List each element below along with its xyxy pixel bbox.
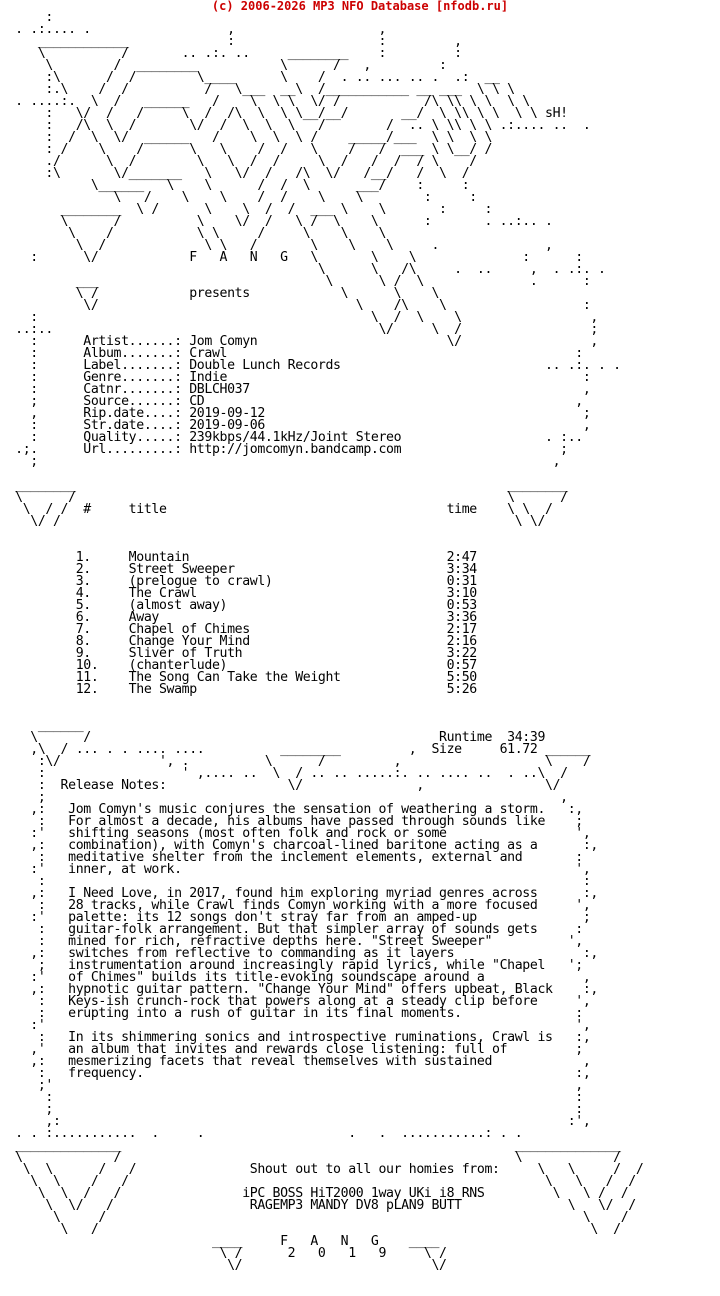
nfo-line: 8. Change Your Mind 2:16 [0,634,477,649]
nfo-line: \ \ / / \ \ / / [0,1174,636,1189]
nfo-line: ; : [0,1102,583,1117]
nfo-line: : Artist......: Jom Comyn \/ , [0,334,598,349]
nfo-line: 5. (almost away) 0:53 [0,598,477,613]
nfo-line: ,: I Need Love, in 2017, found him exploring myriad genres across :, [0,886,598,901]
nfo-line [0,708,720,720]
nfo-line: : mined for rich, refractive depths here. "Street Sweeper" ', [0,934,583,949]
nfo-line [0,528,720,540]
nfo-line: :' ', [0,1018,591,1033]
nfo-line: : / \ \/ ______ / \ \ \ / _____/___ \ \ \ \ [0,130,493,145]
nfo-line: \ / presents \ \ \ [0,286,440,301]
nfo-line: \/ \ /\ \ : [0,298,591,313]
nfo-line: \ \ / / Shout out to all our homies from: \ \ / / [0,1162,644,1177]
nfo-line: : meditative shelter from the inclement elements, external and : [0,850,583,865]
nfo-line: \ / \ \ / / \ \ : : [0,190,477,205]
nfo-line: ./ \ / \ \ / / \ / / / / \ / [0,154,477,169]
nfo-line: : Label.......: Double Lunch Records .. .:. . . [0,358,621,373]
nfo-line: \/ / \ \/ [0,514,546,529]
nfo-line: : In its shimmering sonics and introspective ruminations, Crawl is :, [0,1030,591,1045]
nfo-line: \ / .. .:. .. ________ : : [0,46,462,61]
nfo-line: \______ \ \ / / \ ___/ : : [0,178,470,193]
nfo-line: \/ \/ [0,1258,447,1273]
nfo-line: : Catnr.......: DBLCH037 , [0,382,591,397]
nfo-line: \ / / # title time \ \ / [0,502,553,517]
nfo-line: ,: :', [0,1114,591,1129]
nfo-line: : 28 tracks, while Crawl finds Comyn working with a more focused ', [0,898,591,913]
nfo-line: 4. The Crawl 3:10 [0,586,477,601]
nfo-line: : : [0,1090,583,1105]
nfo-line: \ / 2 0 1 9 \ / [0,1246,447,1261]
nfo-line [0,696,720,708]
nfo-line: 1. Mountain 2:47 [0,550,477,565]
nfo-line: \ / \ \ / \ \ \ [0,226,387,241]
nfo-line: : \/ / / \ / /\ \ \ \__/__/ __/ \ \\ \ \ \ \ sH! [0,106,568,121]
nfo-line: : For almost a decade, his albums have passed through sounds like ; [0,814,583,829]
nfo-line: : Genre.......: Indie : [0,370,591,385]
nfo-line: \ / \ \/ / \ / \ \ : . ..:.. . [0,214,553,229]
nfo-line: \ / Runtime 34:39 [0,730,546,745]
nfo-line: . ....:. \ / ______ / \ \ \ \/ / /\ \\ \ \ \ \ [0,94,530,109]
nfo-line: ___ \ \ / \ . : [0,274,591,289]
nfo-line: 7. Chapel of Chimes 2:17 [0,622,477,637]
nfo-line: : guitar-folk arrangement. But that simpler array of sounds gets : [0,922,583,937]
nfo-line: \ / ________ \ / , : [0,58,447,73]
nfo-line: 9. Sliver of Truth 3:22 [0,646,477,661]
nfo-line: \ / \ / [0,1210,629,1225]
nfo-line: 11. The Song Can Take the Weight 5:50 [0,670,477,685]
nfo-line: :' shifting seasons (most often folk and rock or some ', [0,826,591,841]
nfo-line: ..:.. \/ \ / ; [0,322,598,337]
nfo-line: \ / \ \ / \ \ \ . , [0,238,553,253]
nfo-line: : \/ F A N G \ \ \ : : [0,250,583,265]
nfo-line: ; , [0,454,561,469]
nfo-line: :' inner, at work. ', [0,862,591,877]
nfo-line: : Quality.....: 239kbps/44.1kHz/Joint Stereo . :.. [0,430,583,445]
nfo-line: ____________ : : , [0,34,462,49]
nfo-line: 6. Away 3:36 [0,610,477,625]
nfo-line: : \ / \ \ , [0,310,598,325]
nfo-line: ,: hypnotic guitar pattern. "Change Your Mind" offers upbeat, Black :, [0,982,598,997]
nfo-line: 12. The Swamp 5:26 [0,682,477,697]
nfo-line: : / \ / \ \ / / \ / / ___ \ \__/ / [0,142,493,157]
nfo-line: : Album.......: Crawl : [0,346,583,361]
nfo-line: : Release Notes: \/ , \/ [0,778,561,793]
nfo-line: : frequency. :, [0,1066,591,1081]
nfo-line: ; , [0,790,568,805]
nfo-line: ;' , [0,1078,583,1093]
nfo-line: . . :........... . . . . ...........: . . [0,1126,523,1141]
nfo-line: : [0,12,53,25]
nfo-line: .;. Url.........: http://jomcomyn.bandcamp.com ; [0,442,568,457]
nfo-line: :\ \/_______ \ \/ / /\ \/ /__/ / \ / [0,166,470,181]
nfo-line: : erupting into a rush of guitar in its final moments. : [0,1006,583,1021]
nfo-line: ; Source......: CD , [0,394,583,409]
nfo-line: : /\ \ / \/ / \ \ \ / / .. \ \\ \ \ .:.... .. . [0,118,591,133]
nfo-text [0,12,720,1296]
nfo-line: ______________ ______________ [0,1138,621,1153]
nfo-line: ,: switches from reflective to commanding as it layers :, [0,946,598,961]
nfo-line: ,' an album that invites and rewards close listening: full of ; [0,1042,583,1057]
nfo-line: :\ / / \____ \ / . .. ... .. . .: __ [0,70,500,85]
nfo-line: ,: Jom Comyn's music conjures the sensation of weathering a storm. :, [0,802,583,817]
nfo-line: ______ [0,718,84,733]
nfo-line: \ \ /\ . .. , . .:. . [0,262,606,277]
nfo-line: 2. Street Sweeper 3:34 [0,562,477,577]
nfo-line: : Str.date....: 2019-09-06 , [0,418,591,433]
nfo-line: \ \ / / iPC BOSS HiT2000 1way UKi i8 RNS \ \ / / [0,1186,629,1201]
nfo-line: \ / \ / [0,1150,621,1165]
nfo-line: :\/ ', . \ / , \ / [0,754,591,769]
nfo-line: :.\ / / / \___ __\ /___________ __ ___ \ \ \ [0,82,515,97]
nfo-line: \ \/ / RAGEMP3 MANDY DV8 pLAN9 BUTT \ \/ / [0,1198,636,1213]
nfo-line: :' palette: its 12 songs don't stray far from an amped-up ; [0,910,591,925]
nfo-line: ________ \ / \ \ / / ___ \ \ : : [0,202,493,217]
nfo-line: 10. (chanterlude) 0:57 [0,658,477,673]
nfo-line: 3. (prelogue to crawl) 0:31 [0,574,477,589]
nfo-line: , Rip.date....: 2019-09-12 ; [0,406,591,421]
nfo-line: ; instrumentation around increasingly rapid lyrics, while "Chapel '; [0,958,583,973]
nfo-line: ,: combination), with Comyn's charcoal-lined baritone acting as a :, [0,838,598,853]
nfo-line: ,\ / ... . . .... .... ________ , Size 61.72 ______ [0,742,591,757]
site-header: (c) 2006-2026 MP3 NFO Database [nfodb.ru] [211,0,509,13]
nfo-line: \ / \ / [0,1222,621,1237]
nfo-line: ____ F A N G ____ [0,1234,440,1249]
nfo-line: : Keys-ish crunch-rock that powers along at a steady clip before ', [0,994,591,1009]
nfo-line: . .:.... . , , [0,22,387,37]
nfo-line: ,: mesmerizing facets that reveal themselves with sustained , [0,1054,591,1069]
nfo-line: : : [0,874,591,889]
nfo-line: ________ ________ [0,478,568,493]
nfo-line: \ / \ / [0,490,568,505]
nfo-line: :' of Chimes" builds its title-evoking soundscape around a , [0,970,591,985]
nfo-line: : ' ,.... .. \ / .. .. .....:. .. .... .. . ..\ / [0,766,568,781]
